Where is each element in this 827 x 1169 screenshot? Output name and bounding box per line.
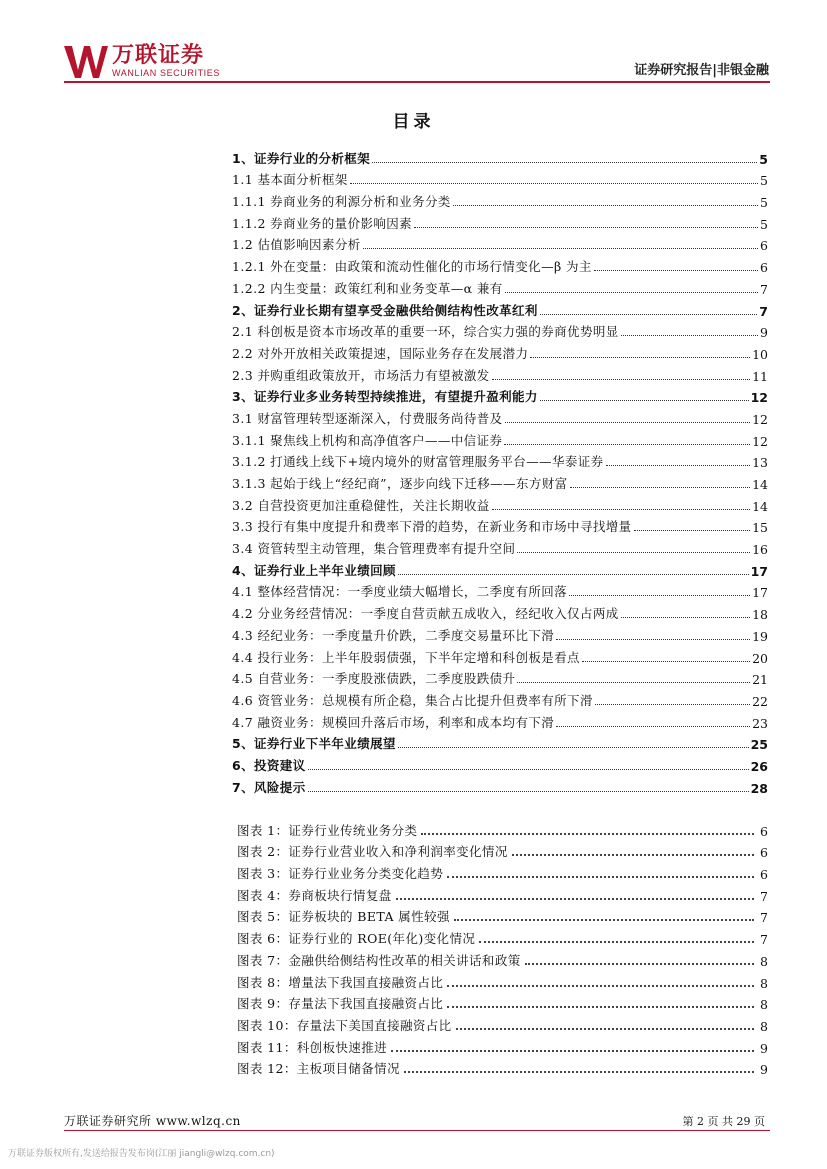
dot-leader [595, 704, 750, 705]
toc-title: 目录 [392, 112, 435, 132]
toc-entry-page: 16 [752, 542, 768, 558]
toc-entry[interactable] [232, 774, 768, 796]
toc-entry[interactable] [232, 731, 768, 753]
dot-leader [391, 1050, 754, 1052]
toc-entry-page: 12 [750, 390, 768, 406]
figure-entry[interactable] [237, 947, 768, 969]
toc-entry-page: 23 [752, 715, 768, 731]
figure-entry-label: 图表 7：金融供给侧结构性改革的相关讲话和政策 [237, 952, 521, 968]
dot-leader [505, 292, 758, 293]
figure-entry[interactable] [237, 969, 768, 991]
toc-entry-label: 4.7 融资业务：规模回升落后市场，利率和成本均有下滑 [232, 714, 555, 730]
dot-leader [447, 985, 754, 987]
toc-entry[interactable] [232, 622, 768, 644]
dot-leader [350, 183, 758, 184]
dot-leader [517, 682, 750, 683]
toc-entry[interactable] [232, 384, 768, 406]
dot-leader [492, 379, 750, 380]
toc-entry[interactable] [232, 145, 768, 167]
page-number: 第 2 页 共 29 页 [682, 1115, 765, 1128]
dot-leader [582, 661, 750, 662]
toc-entry-page: 15 [752, 520, 768, 536]
toc-entry[interactable] [232, 644, 768, 666]
company-logo [64, 44, 220, 79]
toc-entry-label: 3.1 财富管理转型逐渐深入，付费服务尚待普及 [232, 410, 503, 426]
toc-entry-label: 1.2.2 内生变量：政策红利和业务变革—α 兼有 [232, 280, 503, 296]
toc-entry[interactable] [232, 557, 768, 579]
toc-entry-page: 21 [752, 672, 768, 688]
toc-entry-label: 4.6 资管业务：总规模有所企稳，集合占比提升但费率有所下滑 [232, 692, 593, 708]
dot-leader [621, 617, 750, 618]
toc-entry-page: 20 [752, 650, 768, 666]
figure-entry-page: 8 [760, 997, 768, 1013]
dot-leader [517, 552, 750, 553]
figure-entry-label: 图表 12：主板项目储备情况 [237, 1061, 400, 1077]
dot-leader [421, 833, 754, 835]
toc-entry[interactable] [232, 752, 768, 774]
toc-entry[interactable] [232, 253, 768, 275]
toc-entry[interactable] [232, 427, 768, 449]
dot-leader [505, 422, 751, 423]
toc-entry-label: 2、证券行业长期有望享受金融供给侧结构性改革红利 [232, 302, 538, 318]
toc-entry-label: 7、风险提示 [232, 779, 306, 795]
figure-entry[interactable] [237, 817, 768, 839]
toc-entry[interactable] [232, 600, 768, 622]
report-type: 证券研究报告|非银金融 [634, 63, 769, 78]
dot-leader [530, 357, 750, 358]
toc-entry-page: 5 [759, 151, 768, 167]
toc-entry[interactable] [232, 319, 768, 341]
toc-entry-label: 3.1.3 起始于线上“经纪商”，逐步向线下迁移——东方财富 [232, 476, 568, 491]
toc-entry[interactable] [232, 709, 768, 731]
dot-leader [525, 963, 754, 965]
figure-entry-page: 8 [760, 953, 768, 969]
dot-leader [594, 270, 758, 271]
figure-entry-page: 6 [760, 845, 768, 861]
dot-leader [398, 747, 749, 748]
dot-leader [308, 791, 749, 792]
figure-entry-label: 图表 2：证券行业营业收入和净利润率变化情况 [237, 844, 508, 860]
dot-leader [456, 1028, 754, 1030]
toc-entry[interactable] [232, 687, 768, 709]
header-divider [64, 81, 770, 83]
figure-entry[interactable] [237, 839, 768, 861]
figure-entry-label: 图表 3：证券行业业务分类变化趋势 [237, 866, 444, 882]
toc-entry-page: 19 [752, 628, 768, 644]
toc-entry[interactable] [232, 405, 768, 427]
dot-leader [540, 314, 757, 315]
toc-entry-label: 2.1 科创板是资本市场改革的重要一环，综合实力强的券商优势明显 [232, 324, 619, 340]
toc-entry-label: 2.3 并购重组政策放开，市场活力有望被激发 [232, 367, 490, 383]
figure-entry-page: 6 [760, 867, 768, 883]
figure-entry-page: 9 [760, 1040, 768, 1056]
list-of-figures [237, 817, 768, 1077]
dot-leader [454, 919, 754, 921]
toc-entry-label: 1、证券行业的分析框架 [232, 150, 371, 166]
logo-chinese-name: 万联证券 [112, 43, 205, 68]
toc-entry-page: 7 [760, 281, 768, 297]
toc-entry-page: 6 [760, 238, 768, 254]
figure-entry-page: 7 [760, 910, 768, 926]
toc-entry-label: 1.1.1 券商业务的利源分析和业务分类 [232, 194, 451, 210]
toc-entry[interactable] [232, 232, 768, 254]
toc-entry-label: 4.4 投行业务：上半年股弱债强，下半年定增和科创板是看点 [232, 649, 580, 665]
figure-entry-page: 7 [760, 888, 768, 904]
dot-leader [398, 574, 749, 575]
dot-leader [570, 487, 751, 488]
dot-leader [492, 509, 750, 510]
toc-entry[interactable] [232, 470, 768, 492]
toc-entry-page: 9 [760, 325, 768, 341]
toc-entry[interactable] [232, 362, 768, 384]
toc-entry-label: 3.2 自营投资更加注重稳健性，关注长期收益 [232, 497, 490, 513]
toc-entry-page: 13 [752, 455, 768, 471]
dot-leader [621, 335, 758, 336]
dot-leader [363, 248, 758, 249]
toc-entry-page: 22 [752, 693, 768, 709]
toc-entry-page: 5 [760, 173, 768, 189]
toc-entry[interactable] [232, 514, 768, 536]
toc-entry-label: 6、投资建议 [232, 757, 306, 773]
toc-entry[interactable] [232, 275, 768, 297]
toc-entry-page: 6 [760, 260, 768, 276]
toc-entry-label: 1.2.1 外在变量：由政策和流动性催化的市场行情变化—β 为主 [232, 259, 592, 275]
toc-entry-page: 28 [750, 780, 768, 796]
figure-entry-label: 图表 5：证券板块的 BETA 属性较强 [237, 909, 450, 925]
toc-entry-label: 4.2 分业务经营情况：一季度自营贡献五成收入，经纪收入仅占两成 [232, 606, 619, 622]
toc-entry[interactable] [232, 340, 768, 362]
toc-entry-page: 14 [752, 498, 768, 514]
footer-institute: 万联证券研究所 www.wlzq.cn [64, 1114, 241, 1128]
dot-leader [372, 162, 757, 163]
logo-english-name: WANLIAN SECURITIES [112, 68, 220, 78]
figure-entry-page: 6 [760, 823, 768, 839]
toc-entry-label: 4.3 经纪业务：一季度量升价跌，二季度交易量环比下滑 [232, 627, 555, 643]
toc-entry[interactable] [232, 210, 768, 232]
toc-entry-label: 3、证券行业多业务转型持续推进，有望提升盈利能力 [232, 389, 538, 405]
toc-entry-label: 3.4 资管转型主动管理，集合管理费率有提升空间 [232, 541, 516, 557]
toc-entry-label: 2.2 对外开放相关政策提速，国际业务存在发展潜力 [232, 345, 529, 361]
dot-leader [414, 227, 758, 228]
toc-entry-label: 3.1.2 打通线上线下+境内境外的财富管理服务平台——华泰证券 [232, 454, 604, 470]
dot-leader [540, 400, 749, 401]
wanlian-logo-icon [64, 44, 108, 78]
dot-leader [504, 444, 750, 445]
dot-leader [556, 726, 750, 727]
dot-leader [512, 854, 754, 856]
toc-entry-page: 7 [759, 303, 768, 319]
toc-entry-label: 1.1.2 券商业务的量价影响因素 [232, 215, 413, 231]
toc-entry-label: 4.5 自营业务：一季度股涨债跌，二季度股跌债升 [232, 671, 516, 687]
figure-entry-page: 8 [760, 1018, 768, 1034]
toc-entry-label: 4、证券行业上半年业绩回顾 [232, 562, 396, 578]
toc-entry-page: 5 [760, 195, 768, 211]
dot-leader [479, 941, 754, 943]
toc-entry-page: 17 [752, 585, 768, 601]
figure-entry-page: 8 [760, 975, 768, 991]
dot-leader [556, 639, 750, 640]
figure-entry[interactable] [237, 1056, 768, 1078]
toc-entry[interactable] [232, 188, 768, 210]
toc-entry-label: 1.1 基本面分析框架 [232, 172, 348, 188]
toc-entry[interactable] [232, 167, 768, 189]
figure-entry-page: 9 [760, 1062, 768, 1078]
figure-entry[interactable] [237, 925, 768, 947]
figure-entry[interactable] [237, 1034, 768, 1056]
dot-leader [606, 465, 751, 466]
toc-entry-page: 12 [752, 433, 768, 449]
figure-entry-label: 图表 8：增量法下我国直接融资占比 [237, 974, 444, 990]
footer-divider [64, 1130, 770, 1131]
toc-entry[interactable] [232, 492, 768, 514]
figure-entry[interactable] [237, 1012, 768, 1034]
dot-leader [447, 1006, 754, 1008]
toc-entry-label: 3.3 投行有集中度提升和费率下滑的趋势，在新业务和市场中寻找增量 [232, 519, 632, 535]
figure-entry-label: 图表 4：券商板块行情复盘 [237, 887, 392, 903]
figure-entry[interactable] [237, 991, 768, 1013]
dot-leader [308, 769, 749, 770]
toc-entry-label: 3.1.1 聚焦线上机构和高净值客户——中信证券 [232, 432, 503, 448]
toc-entry-page: 5 [760, 216, 768, 232]
copyright-notice: 万联证券版权所有,发送给报告发布岗(江丽 jiangli@wlzq.com.cn) [8, 1149, 275, 1159]
toc-entry[interactable] [232, 297, 768, 319]
toc-entry[interactable] [232, 535, 768, 557]
toc-entry-page: 25 [750, 737, 768, 753]
figure-entry-label: 图表 6：证券行业的 ROE(年化)变化情况 [237, 931, 476, 947]
dot-leader [404, 1071, 754, 1073]
page-header [0, 0, 827, 80]
figure-entry-page: 7 [760, 932, 768, 948]
table-of-contents [232, 145, 768, 796]
dot-leader [447, 876, 754, 878]
toc-entry-page: 18 [752, 607, 768, 623]
toc-entry-page: 10 [752, 346, 768, 362]
figure-entry-label: 图表 1：证券行业传统业务分类 [237, 822, 418, 838]
toc-entry-label: 4.1 整体经营情况：一季度业绩大幅增长，二季度有所回落 [232, 584, 568, 600]
toc-entry[interactable] [232, 579, 768, 601]
toc-entry-page: 11 [752, 368, 768, 384]
figure-entry-label: 图表 11：科创板快速推进 [237, 1039, 388, 1055]
toc-entry-page: 14 [752, 477, 768, 492]
dot-leader [396, 898, 754, 900]
toc-entry-page: 26 [750, 758, 768, 774]
figure-entry-label: 图表 10：存量法下美国直接融资占比 [237, 1017, 452, 1033]
dot-leader [453, 205, 758, 206]
toc-entry-label: 5、证券行业下半年业绩展望 [232, 736, 396, 752]
figure-entry[interactable] [237, 882, 768, 904]
toc-entry-page: 12 [752, 411, 768, 427]
toc-entry-page: 17 [750, 563, 768, 579]
toc-entry[interactable] [232, 666, 768, 688]
figure-entry[interactable] [237, 860, 768, 882]
figure-entry-label: 图表 9：存量法下我国直接融资占比 [237, 996, 444, 1012]
dot-leader [569, 595, 750, 596]
dot-leader [634, 530, 751, 531]
toc-entry-label: 1.2 估值影响因素分析 [232, 237, 361, 253]
toc-entry[interactable] [232, 449, 768, 471]
figure-entry[interactable] [237, 904, 768, 926]
